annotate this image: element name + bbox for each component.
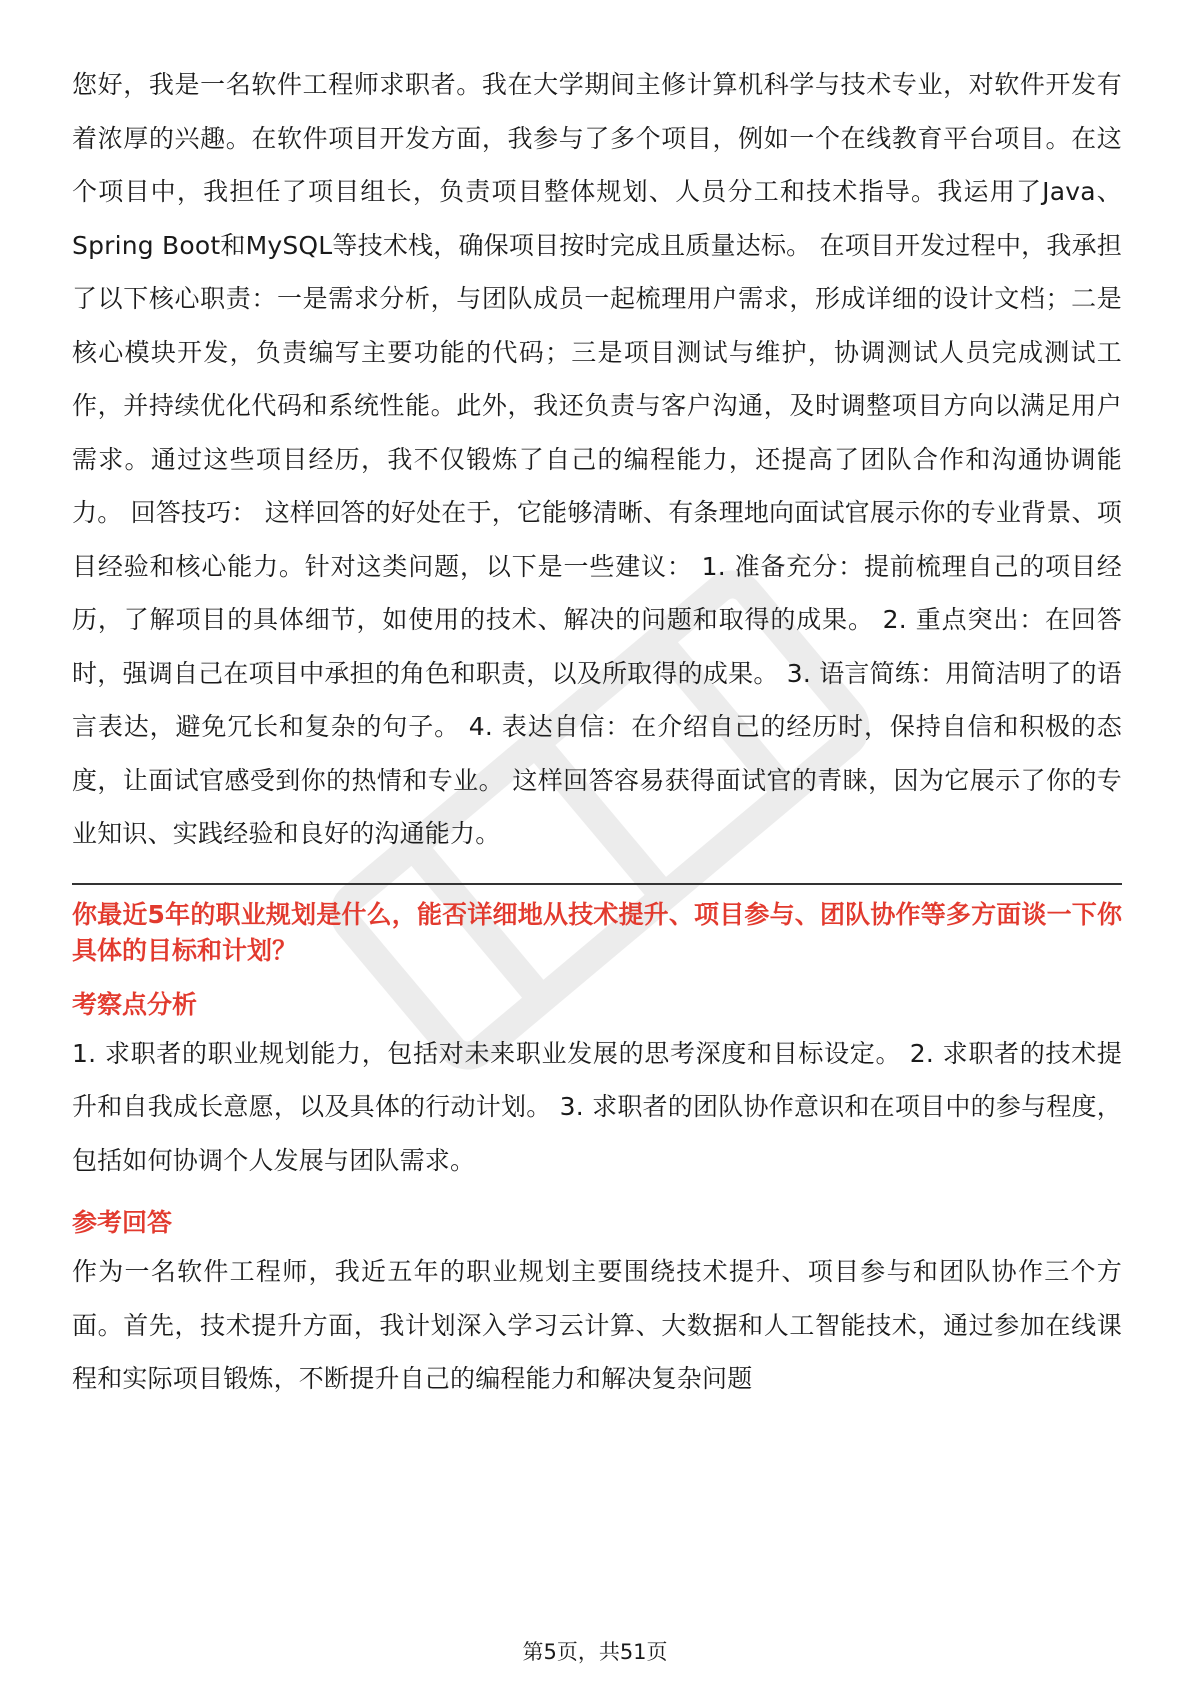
analysis-text: 1. 求职者的职业规划能力，包括对未来职业发展的思考深度和目标设定。 2. 求职者的技术提升和自我成长意愿，以及具体的行动计划。 3. 求职者的团队协作意识和在项目中的参与程度，包括如何协调个人发展与团队需求。 [72,1038,1122,1175]
page-footer: 第5页，共51页 [522,1640,668,1664]
intro-paragraph: 您好，我是一名软件工程师求职者。我在大学期间主修计算机科学与技术专业，对软件开发有着浓厚的兴趣。在软件项目开发方面，我参与了多个项目，例如一个在线教育平台项目。在这个项目中，我担任了项目组长，负责项目整体规划、人员分工和技术指导。我运用了Java、Spring Boot和MySQL等技术栈，确保项目按时完成且质量达标。 在项目开发过程中，我承担了以下核心职责：一是需求分析，与团队成员一起梳理用户需求，形成详细的设计文档；二是核心模块开发，负责编写主要功能的代码；三是项目测试与维护，协调测试人员完成测试工作，并持续优化代码和系统性能。此外，我还负责与客户沟通，及时调整项目方向以满足用户需求。通过这些项目经历，我不仅锻炼了自己的编程能力，还提高了团队合作和沟通协调能力。 回答技巧： 这样回答的好处在于，它能够清晰、有条理地向面试官展示你的专业背景、项目经验和核心能力。针对这类问题，以下是一些建议： 1. 准备充分：提前梳理自己的项目经历，了解项目的具体细节，如使用的技术、解决的问题和取得的成果。 2. 重点突出：在回答时，强调自己在项目中承担的角色和职责，以及所取得的成果。 3. 语言简练：用简洁明了的语言表达，避免冗长和复杂的句子。 4. 表达自信：在介绍自己的经历时，保持自信和积极的态度，让面试官感受到你的热情和专业。 这样回答容易获得面试官的青睐，因为它展示了你的专业知识、实践经验和良好的沟通能力。 [72,70,1122,848]
analysis-heading: 考察点分析 [72,989,198,1019]
answer-heading: 参考回答 [72,1208,173,1237]
interview-question: 你最近5年的职业规划是什么，能否详细地从技术提升、项目参与、团队协作等多方面谈一下你具体的目标和计划？ [72,899,1122,965]
section-divider [72,883,1122,885]
answer-text: 作为一名软件工程师，我近五年的职业规划主要围绕技术提升、项目参与和团队协作三个方面。首先，技术提升方面，我计划深入学习云计算、大数据和人工智能技术，通过参加在线课程和实际项目锻炼，不断提升自己的编程能力和解决复杂问题 [72,1257,1122,1393]
document-page [72,58,1122,1406]
